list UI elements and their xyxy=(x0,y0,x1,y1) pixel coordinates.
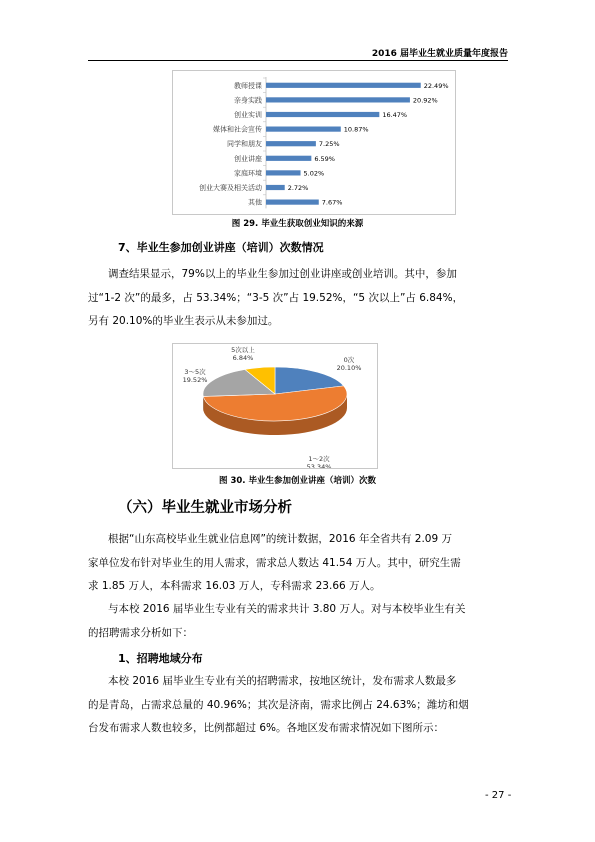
bar xyxy=(266,141,316,146)
data-label: 7.25% xyxy=(318,140,340,149)
subsection-1-paragraph xyxy=(88,670,508,741)
paragraph-line: 另有 20.10%的毕业生表示从未参加过。 xyxy=(88,315,279,327)
category-label: 教师授课 xyxy=(234,81,262,90)
data-label: 7.67% xyxy=(321,198,343,207)
category-label: 创业实训 xyxy=(234,111,262,119)
paragraph-line: 的是青岛，占需求总量的 40.96%；其次是济南，需求比例占 24.63%；潍坊和烟 xyxy=(88,698,469,711)
bar xyxy=(266,185,285,190)
bar xyxy=(266,112,379,117)
slice-value-label: 6.84% xyxy=(232,354,254,362)
paragraph-line: 家单位发布针对毕业生的用人需求，需求总人数达 41.54 万人。其中，研究生需 xyxy=(88,556,461,569)
header-title: 2016 届毕业生就业质量年度报告 xyxy=(371,49,508,59)
section-6-heading: （六）毕业生就业市场分析 xyxy=(118,500,292,516)
bar xyxy=(266,83,421,88)
category-label: 亲身实践 xyxy=(234,96,262,105)
section-7-paragraph xyxy=(88,263,508,334)
slice-category-label: 5次以上 xyxy=(231,346,255,354)
bar xyxy=(266,170,301,175)
category-label: 媒体和社会宣传 xyxy=(213,125,262,134)
slice-value-label: 19.52% xyxy=(182,376,208,384)
paragraph-line: 的招聘需求分析如下： xyxy=(88,626,193,639)
bar xyxy=(266,127,341,132)
paragraph-line: 本校 2016 届毕业生专业有关的招聘需求，按地区统计，发布需求人数最多 xyxy=(108,675,457,687)
data-label: 22.49% xyxy=(423,81,449,90)
slice-value-label: 20.10% xyxy=(336,364,362,372)
slice-category-label: 0次 xyxy=(343,356,355,364)
slice-value-label: 53.34% xyxy=(306,463,332,469)
bar xyxy=(266,97,410,102)
data-label: 2.72% xyxy=(287,184,309,192)
category-label: 其他 xyxy=(248,198,262,207)
paragraph-line: 过“1-2 次”的最多，占 53.34%；“3-5 次”占 19.52%，“5 次以上”占 6.84%， xyxy=(88,291,464,304)
pie-chart-lecture-attendance xyxy=(172,343,378,469)
section-6-paragraph-1 xyxy=(88,528,508,599)
category-label: 创业讲座 xyxy=(234,154,262,163)
data-label: 10.87% xyxy=(343,125,369,134)
page-number: - 27 - xyxy=(485,790,512,801)
bar xyxy=(266,156,311,161)
bar-chart-knowledge-sources xyxy=(172,70,456,215)
category-label: 同学和朋友 xyxy=(227,140,262,149)
paragraph-line: 与本校 2016 届毕业生专业有关的需求共计 3.80 万人。对与本校毕业生有关 xyxy=(108,603,466,615)
bar xyxy=(266,200,319,205)
slice-category-label: 3～5次 xyxy=(184,368,206,376)
data-label: 20.92% xyxy=(412,96,438,105)
section-7-heading: 7、毕业生参加创业讲座（培训）次数情况 xyxy=(118,241,324,254)
category-label: 家庭环境 xyxy=(234,169,262,178)
paragraph-line: 调查结果显示，79%以上的毕业生参加过创业讲座或创业培训。其中，参加 xyxy=(108,268,457,280)
data-label: 16.47% xyxy=(382,111,408,119)
paragraph-line: 台发布需求人数也较多，比例都超过 6%。各地区发布需求情况如下图所示： xyxy=(88,722,444,734)
figure-30-caption: 图 30. 毕业生参加创业讲座（培训）次数 xyxy=(219,476,376,486)
figure-29-caption: 图 29. 毕业生获取创业知识的来源 xyxy=(231,219,364,229)
section-6-paragraph-2 xyxy=(88,598,508,645)
slice-category-label: 1～2次 xyxy=(308,455,330,463)
paragraph-line: 根据“山东高校毕业生就业信息网”的统计数据，2016 年全省共有 2.09 万 xyxy=(108,533,452,545)
data-label: 6.59% xyxy=(314,154,335,163)
page-header xyxy=(88,44,508,61)
subsection-1-heading: 1、招聘地域分布 xyxy=(118,652,203,665)
paragraph-line: 求 1.85 万人，本科需求 16.03 万人，专科需求 23.66 万人。 xyxy=(88,580,381,592)
data-label: 5.02% xyxy=(303,169,325,178)
category-label: 创业大赛及相关活动 xyxy=(199,184,262,192)
